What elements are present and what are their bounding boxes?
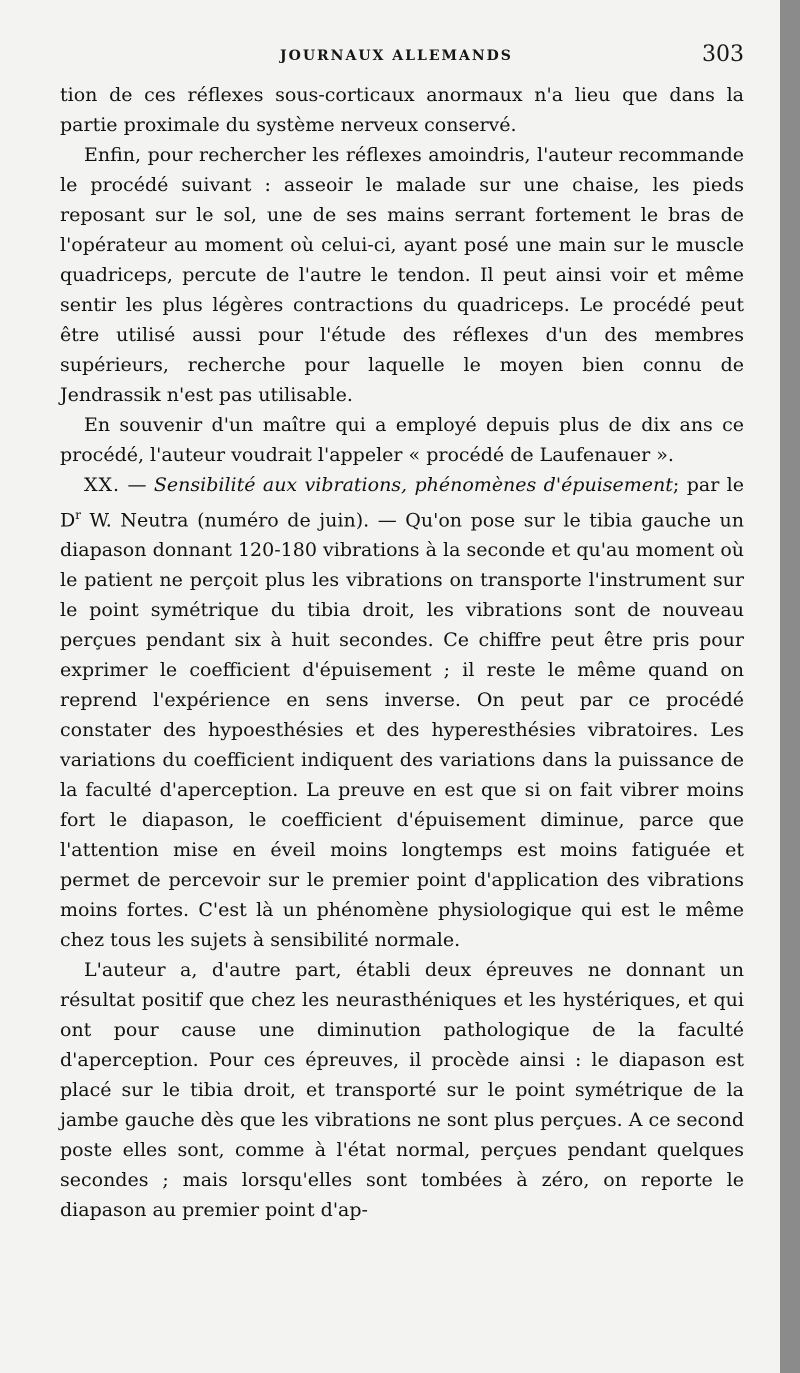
author-title-superscript: r xyxy=(75,508,81,522)
section-number: XX. xyxy=(84,474,121,496)
section-title: Sensibilité aux vibrations, phénomènes d'épuisement xyxy=(153,474,673,496)
section-dash: — xyxy=(120,474,154,496)
page-header xyxy=(60,40,744,80)
paragraph-4-section-xx xyxy=(60,470,744,955)
author-details: W. Neutra (numéro de juin). — xyxy=(80,509,406,532)
paragraph-1: tion de ces réflexes sous-corticaux anormaux n'a lieu que dans la partie proximale du système nerveux conservé. xyxy=(60,84,744,136)
author-intro: ; par le D xyxy=(60,474,744,532)
section-text: Qu'on pose sur le tibia gauche un diapason donnant 120-180 vibrations à la seconde et qu'au moment où le patient ne perçoit plus les vibrations on transporte l'instrument sur le point symétrique du tibia droit, les vibrations sont de nouveau perçues pendant six à huit secondes. Ce chiffre peut être pris pour exprimer le coefficient d'épuisement ; il reste le même quand on reprend l'expérience en sens inverse. On peut par ce procédé constater des hypoesthésies et des hyperesthésies vibratoires. Les variations du coefficient indiquent des variations dans la puissance de la faculté d'aperception. La preuve en est que si on fait vibrer moins fort le diapason, le coefficient d'épuisement diminue, parce que l'attention mise en éveil moins longtemps est moins fatiguée et permet de percevoir sur le premier point d'application des vibrations moins fortes. C'est là un phénomène physiologique qui est le même chez tous les sujets à sensibilité normale. xyxy=(60,509,744,952)
page-body xyxy=(60,80,744,1225)
paragraph-5: L'auteur a, d'autre part, établi deux épreuves ne donnant un résultat positif que chez les neurasthéniques et les hystériques, et qui ont pour cause une diminution pathologique de la faculté d'aperception. Pour ces épreuves, il procède ainsi : le diapason est placé sur le tibia droit, et transporté sur le point symétrique de la jambe gauche dès que les vibrations ne sont plus perçues. A ce second poste elles sont, comme à l'état normal, perçues pendant quelques secondes ; mais lorsqu'elles sont tombées à zéro, on reporte le diapason au premier point d'ap- xyxy=(60,959,744,1222)
page-number: 303 xyxy=(702,42,744,67)
running-title: JOURNAUX ALLEMANDS xyxy=(280,48,513,64)
paragraph-2: Enfin, pour rechercher les réflexes amoindris, l'auteur recommande le procédé suivant : asseoir le malade sur une chaise, les pieds reposant sur le sol, une de ses mains serrant fortement le bras de l'opérateur au moment où celui-ci, ayant posé une main sur le muscle quadriceps, percute de l'autre le tendon. Il peut ainsi voir et même sentir les plus légères contractions du quadriceps. Le procédé peut être utilisé aussi pour l'étude des réflexes d'un des membres supérieurs, recherche pour laquelle le moyen bien connu de Jendrassik n'est pas utilisable. xyxy=(60,144,744,406)
paragraph-3: En souvenir d'un maître qui a employé depuis plus de dix ans ce procédé, l'auteur voudrait l'appeler « procédé de Laufenauer ». xyxy=(60,414,744,466)
